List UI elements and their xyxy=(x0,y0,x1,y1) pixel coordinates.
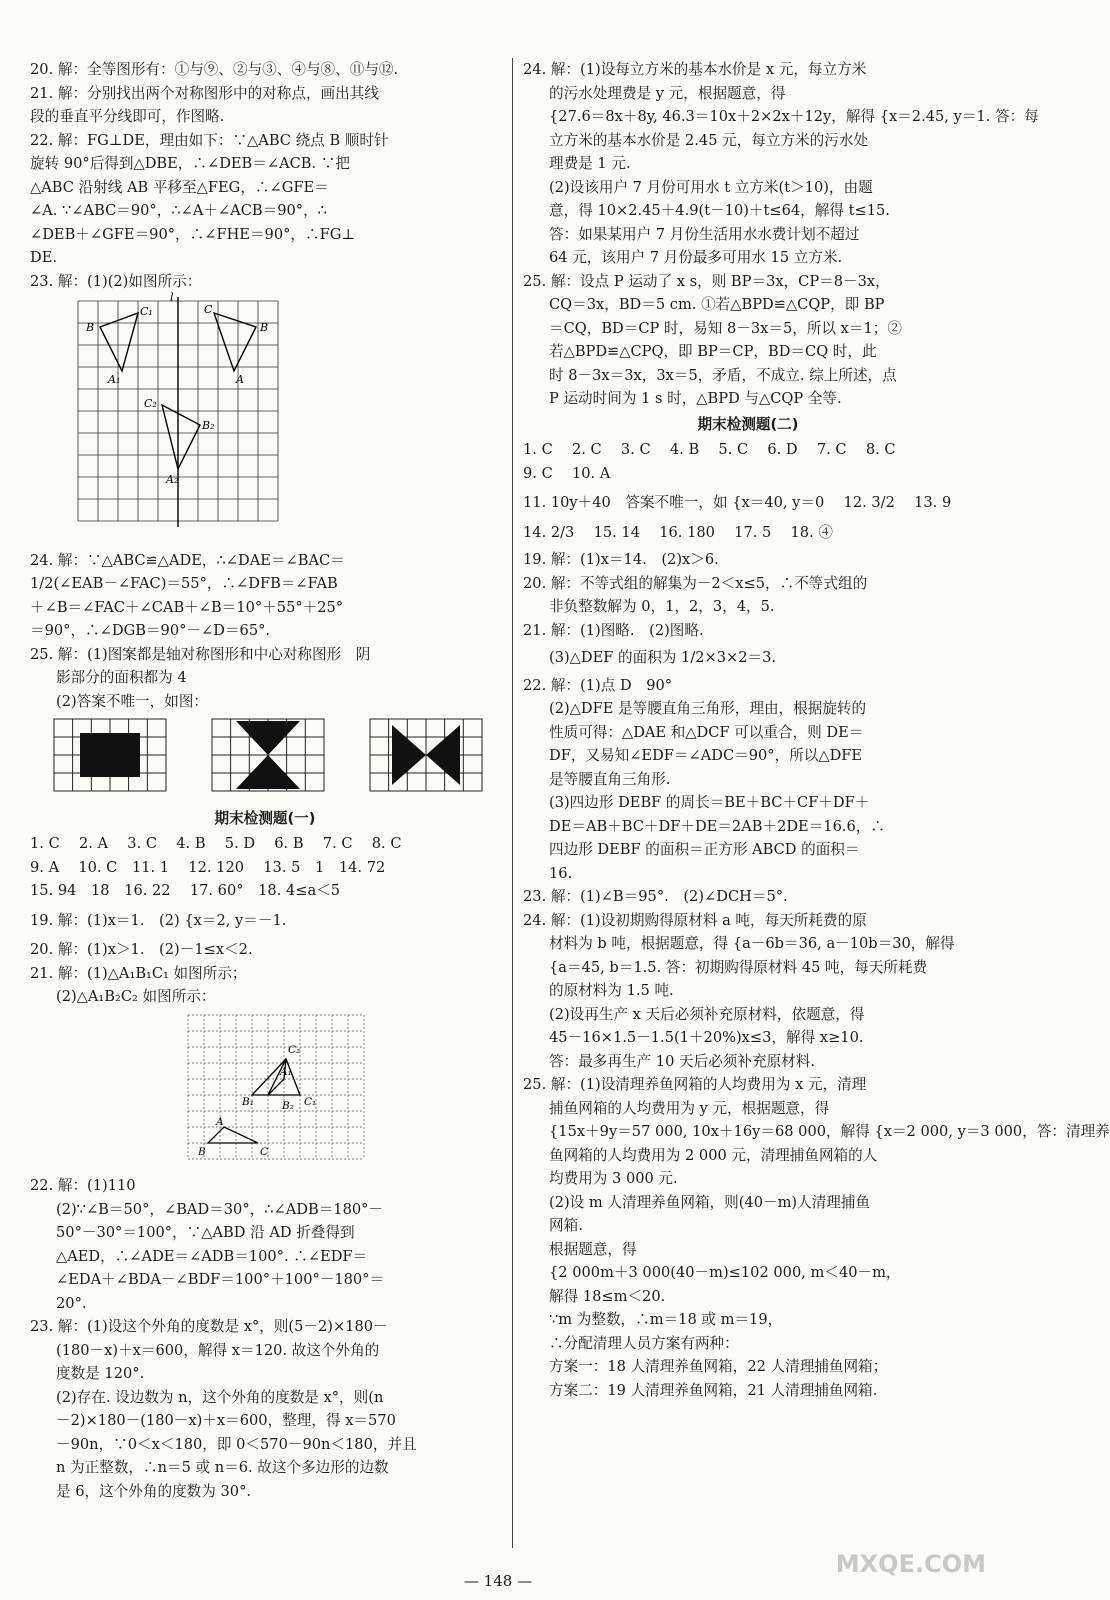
text-line: ∠A. ∵∠ABC＝90°，∴∠A＋∠ACB＝90°，∴ xyxy=(30,202,327,219)
text-line: 21. 解：(1)△A₁B₁C₁ 如图所示； xyxy=(30,964,247,982)
text-line: △ABC 沿射线 AB 平移至△FEG，∴∠GFE＝ xyxy=(30,178,329,196)
text-line: 64 元，该用户 7 月份最多可用水 15 立方米. xyxy=(549,249,843,266)
text-line: 1. C 2. A 3. C 4. B 5. D 6. B 7. C 8. C xyxy=(30,835,402,852)
text-line: 45－16×1.5－1.5(1＋20%)x≤3，解得 x≥10. xyxy=(549,1029,864,1046)
text-line: －2)×180－(180－x)＋x＝600，整理，得 x＝570 xyxy=(56,1412,396,1429)
text-line: (2)设 m 人清理养鱼网箱，则(40－m)人清理捕鱼 xyxy=(549,1193,871,1211)
text-line: 25. 解：设点 P 运动了 x s，则 BP＝3x，CP＝8－3x， xyxy=(523,272,890,290)
text-line: 23. 解：(1)(2)如图所示： xyxy=(30,272,202,290)
text-line: 9. A 10. C 11. 1 12. 120 13. 5 1 14. 72 xyxy=(30,858,386,876)
text-line: ＝CQ，BD＝CP 时，易知 8－3x＝5，所以 x＝1；② xyxy=(549,319,902,337)
vertex-label: A xyxy=(236,373,244,386)
text-line: 22. 解：(1)110 xyxy=(30,1177,136,1194)
text-line: ＝90°，∴∠DGB＝90°－∠D＝65°. xyxy=(30,622,271,639)
text-line: 材料为 b 吨，根据题意，得 {a－6b＝36, a－10b＝30，解得 xyxy=(549,935,955,952)
text-line: {15x＋9y＝57 000, 10x＋16y＝68 000，解得 {x＝2 000, y＝3 000，答：清理养 xyxy=(549,1123,1110,1140)
text-line: DF，又易知∠EDF＝∠ADC＝90°，所以△DFE xyxy=(549,747,863,764)
text-line: 25. 解：(1)设清理养鱼网箱的人均费用为 x 元，清理 xyxy=(523,1076,867,1093)
text-line: 性质可得：△DAE 和△DCF 可以重合，则 DE＝ xyxy=(549,723,864,741)
text-line: 理费是 1 元. xyxy=(549,155,631,172)
translation-grid-diagram xyxy=(188,1013,368,1163)
symmetric-patterns xyxy=(52,717,492,795)
text-line: 旋转 90°后得到△DBE，∴∠DEB＝∠ACB. ∵把 xyxy=(30,155,350,172)
answer-s1-19: 19. 解：(1)x＝1. (2) {x＝2, y＝－1. xyxy=(30,911,287,929)
text-line: 意，得 10×2.45＋4.9(t－10)＋t≤64，解得 t≤15. xyxy=(549,202,890,219)
text-line: 1. C 2. C 3. C 4. B 5. C 6. D 7. C 8. C xyxy=(523,441,896,458)
axis-label-l: l xyxy=(170,291,174,304)
text-line: (2)存在. 设边数为 n，这个外角的度数是 x°，则(n xyxy=(56,1388,384,1406)
answer-22 xyxy=(30,129,500,270)
watermark-logo: MXQE.COM xyxy=(835,1550,986,1578)
text-line: DE＝AB＋BC＋DF＋DE＝2AB＋2DE＝16.6，∴ xyxy=(549,817,885,835)
vertex-label: C xyxy=(204,303,213,316)
text-line: 25. 解：(1)图案都是轴对称图形和中心对称图形 阴 xyxy=(30,645,371,663)
text-line: 度数是 120°. xyxy=(56,1365,145,1382)
text-line: 22. 解：(1)点 D 90° xyxy=(523,676,673,694)
vertex-label: C₁ xyxy=(304,1095,317,1108)
answer-s2-20 xyxy=(523,572,973,619)
answer-s2-25 xyxy=(523,1073,1110,1402)
text-line: 15. 94 18 16. 22 17. 60° 18. 4≤a＜5 xyxy=(30,882,341,899)
text-line: (180－x)＋x＝600，解得 x＝120. 故这个外角的 xyxy=(56,1341,380,1359)
answer-s2-19: 19. 解：(1)x＝14. (2)x＞6. xyxy=(523,551,719,568)
section-title-final-exam-1: 期末检测题(一) xyxy=(214,809,316,827)
page-number: — 148 — xyxy=(463,1572,533,1590)
text-line: P 运动时间为 1 s 时，△BPD 与△CQP 全等. xyxy=(549,390,842,407)
vertex-label: B xyxy=(86,321,95,334)
reflection-grid-diagram xyxy=(78,291,288,537)
mc-answers-2 xyxy=(523,438,973,544)
text-line: 24. 解：(1)设初期购得原材料 a 吨，每天所耗费的原 xyxy=(523,911,867,929)
text-line: 影部分的面积都为 4 xyxy=(56,669,187,686)
text-line: 方案二：19 人清理养鱼网箱，21 人清理捕鱼网箱. xyxy=(549,1381,878,1399)
text-line: 21. 解：(1)图略. (2)图略. xyxy=(523,621,704,639)
text-line: 答：最多再生产 10 天后必须补充原材料. xyxy=(549,1052,815,1070)
answer-s2-22 xyxy=(523,674,973,886)
answer-21 xyxy=(30,82,500,129)
answer-25 xyxy=(30,643,500,714)
vertex-label: C₁ xyxy=(140,305,153,318)
grid-figure-23 xyxy=(78,291,500,545)
vertex-label: B₁ xyxy=(242,1095,254,1108)
text-line: 50°－30°＝100°，∵△ABD 沿 AD 折叠得到 xyxy=(56,1224,355,1241)
answer-s2-21 xyxy=(523,619,973,670)
answer-25 xyxy=(523,270,973,411)
text-line: n 为正整数，∴n＝5 或 n＝6. 故这个多边形的边数 xyxy=(56,1459,389,1476)
text-line: 11. 10y＋40 答案不唯一，如 {x＝40, y＝0 12. 3/2 13. 9 xyxy=(523,494,952,511)
text-line: 答：如果某用户 7 月份生活用水水费计划不超过 xyxy=(549,225,860,243)
vertex-label: B xyxy=(198,1145,206,1158)
vertex-label: A₂ xyxy=(166,473,179,486)
text-line: 立方米的基本水价是 2.45 元，每立方米的污水处 xyxy=(549,131,869,149)
text-line: 的原材料为 1.5 吨. xyxy=(549,982,674,999)
text-line: 21. 解：分别找出两个对称图形中的对称点，画出其线 xyxy=(30,84,379,102)
answer-20 xyxy=(30,58,500,82)
text-line: 若△BPD≌△CPQ，即 BP＝CP，BD＝CQ 时，此 xyxy=(549,343,877,360)
text-line: {27.6＝8x＋8y, 46.3＝10x＋2×2x＋12y，解得 {x＝2.45, y＝1. 答：每 xyxy=(549,108,1039,125)
vertex-label: B₂ xyxy=(202,419,215,432)
text-line: 24. 解：(1)设每立方米的基本水价是 x 元，每立方米 xyxy=(523,61,867,78)
text-line: 的污水处理费是 y 元，根据题意，得 xyxy=(549,84,786,102)
text-line: 24. 解：∵△ABC≌△ADE，∴∠DAE＝∠BAC＝ xyxy=(30,551,345,569)
text-line: 20°. xyxy=(56,1294,87,1312)
text-line: DE. xyxy=(30,249,57,266)
text-line: 时 8－3x＝3x，3x＝5，矛盾，不成立. 综上所述，点 xyxy=(549,366,897,384)
vertex-label: B₂ xyxy=(282,1099,294,1112)
vertex-label: C₂ xyxy=(288,1043,301,1056)
text-line: 23. 解：(1)设这个外角的度数是 x°，则(5－2)×180－ xyxy=(30,1318,388,1335)
text-line: 根据题意，得 xyxy=(549,1240,637,1258)
answer-23 xyxy=(30,270,500,294)
text-line: －90n，∵0＜x＜180，即 0＜570－90n＜180，并且 xyxy=(56,1435,417,1453)
text-line: 捕鱼网箱的人均费用为 y 元，根据题意，得 xyxy=(549,1099,830,1117)
section-title-final-exam-2: 期末检测题(二) xyxy=(697,415,799,433)
answer-24 xyxy=(523,58,1039,270)
text-line: 鱼网箱的人均费用为 2 000 元，清理捕鱼网箱的人 xyxy=(549,1146,878,1164)
text-line: 解得 18≤m＜20. xyxy=(549,1287,666,1305)
vertex-label: B xyxy=(260,321,269,334)
text-line: ∠DEB＋∠GFE＝90°，∴∠FHE＝90°，∴FG⊥ xyxy=(30,225,356,243)
grid-figure-s1-21 xyxy=(188,1013,500,1171)
text-line: 9. C 10. A xyxy=(523,464,611,482)
text-line: 段的垂直平分线即可，作图略. xyxy=(30,108,225,125)
answer-24 xyxy=(30,549,500,643)
left-column xyxy=(30,58,500,1503)
answer-s1-21 xyxy=(30,962,500,1009)
text-line: (2)∵∠B＝50°，∠BAD＝30°，∴∠ADB＝180°－ xyxy=(56,1200,384,1218)
vertex-label: A₁ xyxy=(108,373,121,386)
text-line: 14. 2/3 15. 14 16. 180 17. 5 18. ④ xyxy=(523,523,833,541)
vertex-label: C₂ xyxy=(144,397,157,410)
text-line: 16. xyxy=(549,864,573,882)
text-line: (2)设该用户 7 月份可用水 t 立方米(t＞10)，由题 xyxy=(549,178,873,196)
text-line: 四边形 DEBF 的面积＝正方形 ABCD 的面积＝ xyxy=(549,841,860,858)
text-line: 网箱. xyxy=(549,1217,583,1234)
mc-answers-1 xyxy=(30,832,500,903)
answer-s2-23: 23. 解：(1)∠B＝95°. (2)∠DCH＝5°. xyxy=(523,888,788,905)
text-line: {a＝45, b＝1.5. 答：初期购得原材料 45 吨，每天所耗费 xyxy=(549,958,928,976)
vertex-label: C xyxy=(260,1145,269,1158)
text-line: {2 000m＋3 000(40－m)≤102 000, m＜40－m， xyxy=(549,1264,901,1281)
text-line: ∵m 为整数，∴m＝18 或 m＝19， xyxy=(549,1311,783,1328)
answer-s1-20: 20. 解：(1)x＞1. (2)－1≤x＜2. xyxy=(30,941,253,958)
text-line: ＋∠B＝∠FAC＋∠CAB＋∠B＝10°＋55°＋25° xyxy=(30,598,344,616)
text-line: 22. 解：FG⊥DE，理由如下：∵△ABC 绕点 B 顺时针 xyxy=(30,131,389,149)
column-divider xyxy=(512,58,513,1548)
pattern-figures xyxy=(52,717,500,803)
text-line: 1/2(∠EAB－∠FAC)＝55°，∴∠DFB＝∠FAB xyxy=(30,575,338,592)
answer-s2-24 xyxy=(523,909,973,1074)
text-line: (3)四边形 DEBF 的周长＝BE＋BC＋CF＋DF＋ xyxy=(549,794,870,811)
text-line: (2)设再生产 x 天后必须补充原材料，依题意，得 xyxy=(549,1005,865,1023)
answer-s1-23 xyxy=(30,1315,500,1503)
text-line: (2)△DFE 是等腰直角三角形，理由，根据旋转的 xyxy=(549,700,867,717)
text-line: ∠EDA＋∠BDA－∠BDF＝100°＋100°－180°＝ xyxy=(56,1271,385,1288)
text-line: 20. 解：全等图形有：①与⑨、②与③、④与⑧、⑪与⑫. xyxy=(30,61,399,78)
answer-s1-22 xyxy=(30,1174,500,1315)
text-line: △AED，∴∠ADE＝∠ADB＝100°. ∴∠EDF＝ xyxy=(56,1247,368,1265)
text-line: ∴分配清理人员方案有两种： xyxy=(549,1334,739,1352)
text-line: 均费用为 3 000 元. xyxy=(549,1170,678,1187)
right-column xyxy=(523,58,1110,1402)
text-line: 是 6，这个外角的度数为 30°. xyxy=(56,1482,252,1500)
vertex-label: A xyxy=(216,1115,224,1128)
text-line: (3)△DEF 的面积为 1/2×3×2＝3. xyxy=(549,649,777,666)
text-line: CQ＝3x，BD＝5 cm. ①若△BPD≌△CQP，即 BP xyxy=(549,296,885,313)
text-line: 非负整数解为 0，1，2，3，4，5. xyxy=(549,598,775,615)
text-line: 20. 解：不等式组的解集为－2＜x≤5，∴不等式组的 xyxy=(523,574,868,592)
text-line: (2)△A₁B₂C₂ 如图所示： xyxy=(56,988,216,1005)
text-line: 方案一：18 人清理养鱼网箱，22 人清理捕鱼网箱； xyxy=(549,1358,888,1375)
vertex-label: A₁ xyxy=(280,1065,292,1078)
text-line: (2)答案不唯一，如图： xyxy=(56,692,209,710)
text-line: 是等腰直角三角形. xyxy=(549,770,671,788)
